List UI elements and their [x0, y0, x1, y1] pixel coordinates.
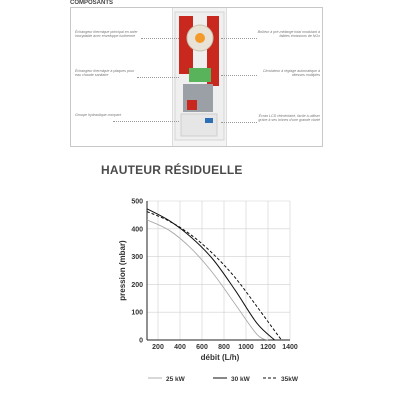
- y-tick-label: 500: [131, 198, 143, 206]
- x-axis-label: débit (L/h): [200, 353, 240, 362]
- x-tick-label: 800: [218, 344, 230, 351]
- y-tick-label: 0: [139, 337, 143, 345]
- legend-label: 35kW: [281, 376, 298, 383]
- y-axis-label: pression (mbar): [118, 240, 127, 301]
- y-tick-label: 400: [131, 226, 143, 234]
- callout-burner: Brûleur à pré-mélange total modulant à faibles émissions de NOx: [257, 30, 320, 39]
- callout-circulator: Circulateur à réglage automatique à vitesses multiples: [262, 69, 320, 78]
- x-tick-label: 1200: [260, 344, 276, 351]
- y-tick-label: 300: [131, 254, 143, 262]
- x-tick-label: 1000: [238, 344, 254, 351]
- y-tick-label: 100: [131, 309, 143, 317]
- x-tick-label: 200: [152, 344, 164, 351]
- callout-main-exchanger: Échangeur thermique principal en acier inoxydable avec enveloppe isotherme: [75, 30, 138, 39]
- x-tick-label: 400: [174, 344, 186, 351]
- x-tick-label: 600: [196, 344, 208, 351]
- section-label: COMPOSANTS: [70, 0, 114, 6]
- series-line-1: [147, 220, 268, 340]
- legend-label: 30 kW: [231, 376, 250, 383]
- callout-plate-exchanger: Échangeur thermique à plaques pour eau chaude sanitaire: [75, 69, 135, 78]
- x-tick-label: 1400: [282, 344, 298, 351]
- chart-title: HAUTEUR RÉSIDUELLE: [101, 163, 243, 177]
- legend-label: 25 kW: [166, 376, 185, 383]
- callout-lcd-screen: Écran LCD rétroéclairé, facile à utiliser grâce à ses icônes d'une grande clarté: [258, 114, 320, 123]
- callout-hydraulic-group: Groupe hydraulique compact: [75, 113, 122, 117]
- y-tick-label: 200: [131, 281, 143, 289]
